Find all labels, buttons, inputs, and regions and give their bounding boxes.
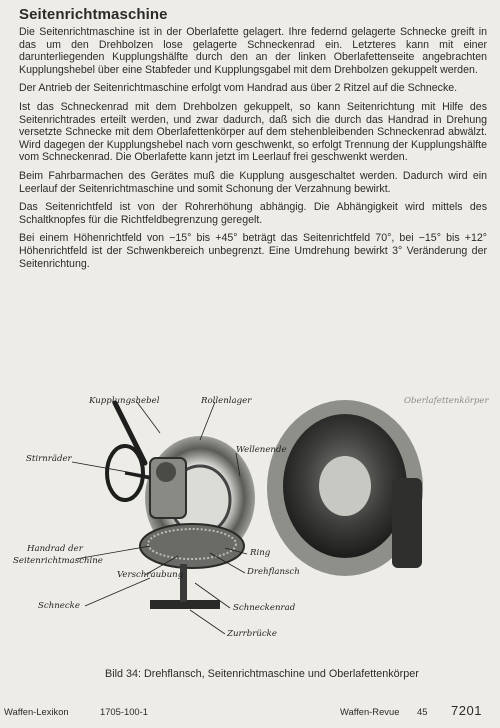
- kupplungshebel-lever: [115, 403, 145, 463]
- label-oberlafettenkoerper: Oberlafettenkörper: [404, 396, 489, 406]
- paragraph: Das Seitenrichtfeld ist von der Rohrerhöhung abhängig. Die Abhängigkeit wird mittels des Schaltknopfes für die Richtfeldbegrenzung geregelt.: [19, 201, 487, 226]
- label-handrad-line2: Seitenrichtmaschine: [13, 556, 103, 566]
- paragraph: Der Antrieb der Seitenrichtmaschine erfolgt vom Handrad aus über 2 Ritzel auf die Schnecke.: [19, 82, 458, 95]
- schneckenrad-gear: [140, 524, 244, 568]
- label-kupplungshebel: Kupplungshebel: [89, 396, 160, 406]
- label-verschraubung: Verschraubung: [117, 570, 184, 580]
- label-handrad-line1: Handrad der: [27, 544, 83, 554]
- label-ring: Ring: [250, 548, 271, 558]
- footer-issue: 45: [417, 706, 428, 717]
- figure-caption: Bild 34: Drehflansch, Seitenrichtmaschine und Oberlafettenkörper: [105, 668, 419, 680]
- page-number: 7201: [451, 703, 482, 718]
- paragraph: Ist das Schneckenrad mit dem Drehbolzen gekuppelt, so kann Seitenrichtung mit Hilfe des Seitenrichtrades erteilt werden, und zwar dadurch, daß sich die durch das Handrad in Drehung versetzte Schnecke mit dem Oberlafettenkörper auf dem stehenbleibenden Schneckenrad abwälzt. Wird dagegen der Kupplungshebel nach vorn geschwenkt, so erfolgt Trennung der Kupplungshälfte vom Schneckenrad. Die Oberlafette kann jetzt im Leerlauf frei geschwenkt werden.: [19, 100, 487, 164]
- body-text: [19, 26, 487, 276]
- label-schneckenrad: Schneckenrad: [233, 603, 296, 613]
- label-drehflansch: Drehflansch: [247, 567, 300, 577]
- paragraph: Beim Fahrbarmachen des Gerätes muß die Kupplung ausgeschaltet werden. Dadurch wird ein Leerlauf der Seitenrichtmaschine und somit Schonung der Verzahnung bewirkt.: [19, 169, 487, 195]
- label-schnecke: Schnecke: [38, 601, 80, 611]
- footer-magazine: Waffen-Revue: [340, 706, 400, 717]
- footer-code: 1705-100-1: [100, 706, 148, 717]
- section-title: Seitenrichtmaschine: [19, 6, 168, 23]
- label-wellenende: Wellenende: [236, 445, 287, 455]
- footer-publication: Waffen-Lexikon: [4, 706, 69, 717]
- label-stirnraeder: Stirnräder: [26, 454, 72, 464]
- figure-photo: [0, 378, 500, 668]
- paragraph: Bei einem Höhenrichtfeld von −15° bis +45° beträgt das Seitenrichtfeld 70°, bei −15° bis +12° Höhenrichtfeld ist der Schwenkbereich unbegrenzt. Eine Umdrehung bewirkt 3° Veränderung der Seitenrichtung.: [19, 232, 487, 270]
- mechanism-photo: [0, 378, 500, 668]
- label-zurrbruecke: Zurrbrücke: [227, 629, 277, 639]
- paragraph: Die Seitenrichtmaschine ist in der Oberlafette gelagert. Ihre federnd gelagerte Schnecke greift in das um den Drehbolzen lose gelagerte Schneckenrad ein. Letzteres kann mit einer darunterliegenden Kupplungshälfte durch den an der linken Oberlafettenseite angebrachten Kupplungshebel über eine Stabfeder und Kupplungsgabel mit dem Drehbolzen gekuppelt werden.: [19, 26, 487, 76]
- label-rollenlager: Rollenlager: [201, 396, 252, 406]
